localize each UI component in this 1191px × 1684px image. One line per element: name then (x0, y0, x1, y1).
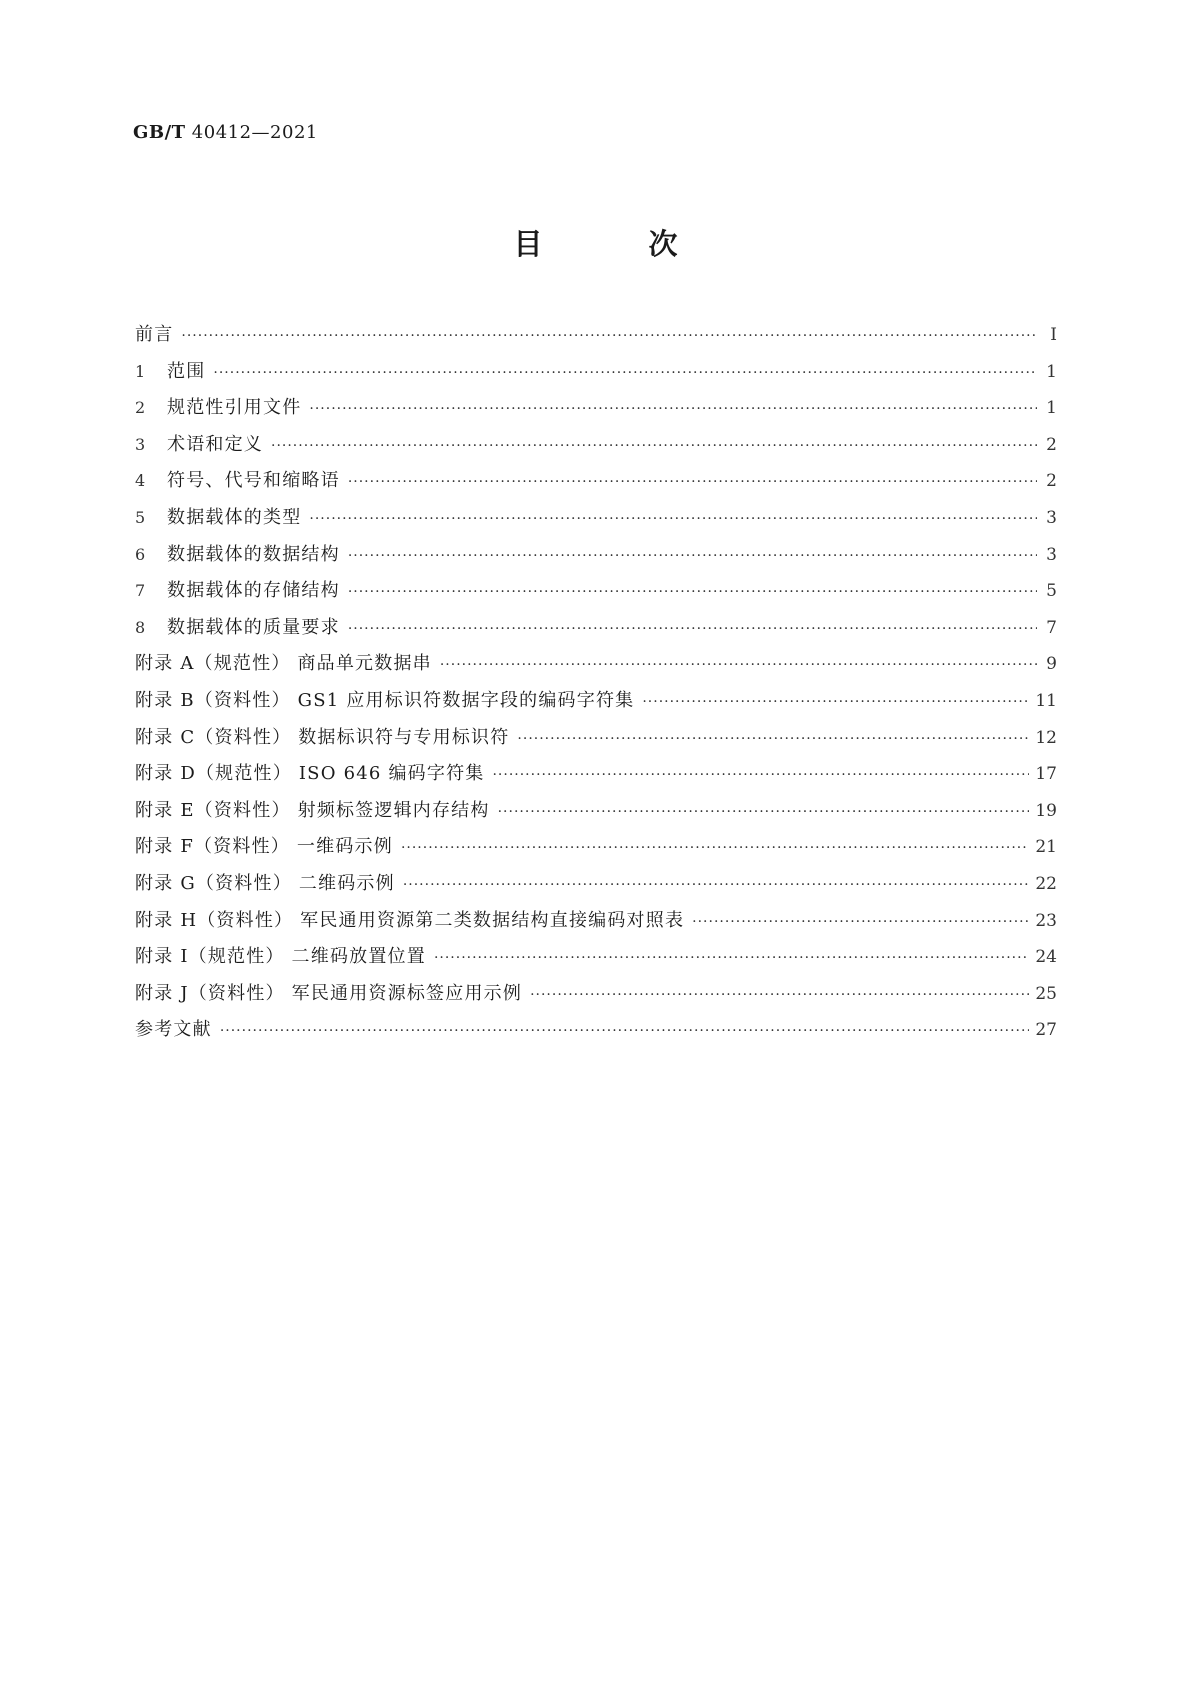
toc-entry-label: 附录 E（资料性） 射频标签逻辑内存结构 (135, 799, 490, 821)
toc-dot-leader (440, 653, 1037, 677)
toc-entry-number: 2 (135, 398, 146, 418)
toc-entry[interactable] (135, 909, 1057, 946)
toc-entry-number: 6 (135, 544, 146, 564)
toc-dot-leader (181, 324, 1037, 348)
toc-entry[interactable] (135, 506, 1057, 543)
toc-dot-leader (517, 727, 1029, 751)
toc-entry-page: 2 (1046, 471, 1057, 492)
toc-entry-label: 附录 F（资料性） 一维码示例 (135, 836, 393, 858)
toc-entry-label: 数据载体的质量要求 (167, 616, 340, 638)
toc-dot-leader (348, 580, 1037, 604)
toc-dot-leader (401, 836, 1029, 860)
toc-dot-leader (213, 361, 1037, 385)
toc-entry[interactable] (135, 945, 1057, 982)
toc-entry-page: 24 (1035, 947, 1057, 968)
toc-entry-number: 4 (135, 471, 146, 491)
toc-entry-label: 附录 H（资料性） 军民通用资源第二类数据结构直接编码对照表 (135, 909, 685, 931)
toc-entry-number: 8 (135, 617, 146, 637)
toc-dot-leader (530, 983, 1029, 1007)
toc-dot-leader (348, 470, 1037, 494)
toc-entry-page: 3 (1046, 507, 1057, 528)
toc-entry-page: Ⅰ (1050, 325, 1057, 345)
toc-entry-page: 23 (1035, 910, 1057, 931)
toc-dot-leader (403, 873, 1030, 897)
toc-entry-label: 附录 C（资料性） 数据标识符与专用标识符 (135, 726, 510, 748)
toc-entry[interactable] (135, 762, 1057, 799)
toc-entry[interactable] (135, 360, 1057, 397)
toc-dot-leader (348, 617, 1037, 641)
toc-title: 目 次 (513, 227, 726, 261)
toc-entry-label: 附录 G（资料性） 二维码示例 (135, 872, 395, 894)
toc-dot-leader (692, 910, 1029, 934)
toc-dot-leader (642, 690, 1029, 714)
toc-entry-label: 附录 D（规范性） ISO 646 编码字符集 (135, 763, 485, 785)
toc-entry-label: 数据载体的数据结构 (167, 543, 340, 565)
toc-entry-label: 附录 A（规范性） 商品单元数据串 (135, 653, 432, 675)
toc-dot-leader (348, 544, 1037, 568)
toc-entry[interactable] (135, 579, 1057, 616)
toc-entry[interactable] (135, 323, 1057, 360)
toc-entry-label: 附录 B（资料性） GS1 应用标识符数据字段的编码字符集 (135, 689, 635, 711)
toc-entry-number: 3 (135, 434, 146, 454)
table-of-contents (135, 323, 1057, 1055)
document-code (133, 122, 318, 143)
toc-entry-label: 数据载体的类型 (167, 506, 302, 528)
toc-dot-leader (271, 434, 1037, 458)
toc-entry-label: 规范性引用文件 (167, 397, 302, 419)
toc-entry-page: 19 (1035, 800, 1057, 821)
toc-entry[interactable] (135, 1018, 1057, 1055)
toc-entry-label: 符号、代号和缩略语 (167, 470, 340, 492)
toc-dot-leader (309, 397, 1037, 421)
toc-entry[interactable] (135, 396, 1057, 433)
toc-dot-leader (498, 800, 1030, 824)
toc-entry-page: 3 (1046, 544, 1057, 565)
toc-entry-page: 17 (1035, 764, 1057, 785)
toc-entry-label: 附录 I（规范性） 二维码放置位置 (135, 946, 426, 968)
toc-entry-label: 术语和定义 (167, 433, 263, 455)
toc-entry[interactable] (135, 835, 1057, 872)
toc-dot-leader (434, 946, 1029, 970)
toc-dot-leader (492, 763, 1029, 787)
toc-dot-leader (220, 1019, 1030, 1043)
toc-entry-page: 9 (1046, 654, 1057, 675)
toc-entry-page: 22 (1035, 873, 1057, 894)
toc-entry-label: 范围 (167, 360, 206, 382)
toc-entry-page: 5 (1046, 581, 1057, 602)
toc-entry[interactable] (135, 469, 1057, 506)
toc-entry-page: 12 (1035, 727, 1057, 748)
toc-entry-page: 7 (1046, 617, 1057, 638)
toc-entry-label: 参考文献 (135, 1019, 212, 1041)
toc-entry[interactable] (135, 543, 1057, 580)
toc-entry-label: 数据载体的存储结构 (167, 580, 340, 602)
toc-entry[interactable] (135, 726, 1057, 763)
toc-entry[interactable] (135, 799, 1057, 836)
document-code-number: 40412—2021 (191, 122, 318, 143)
toc-entry-page: 2 (1046, 434, 1057, 455)
toc-entry[interactable] (135, 616, 1057, 653)
toc-entry-page: 1 (1046, 398, 1057, 419)
toc-entry[interactable] (135, 689, 1057, 726)
toc-entry-page: 27 (1035, 1020, 1057, 1041)
toc-entry-number: 7 (135, 581, 146, 601)
toc-entry-label: 前言 (135, 324, 174, 345)
toc-entry-number: 5 (135, 507, 146, 527)
toc-entry-page: 1 (1046, 361, 1057, 382)
toc-entry-page: 25 (1035, 983, 1057, 1004)
document-code-prefix: GB/T (133, 122, 186, 143)
toc-entry[interactable] (135, 652, 1057, 689)
toc-dot-leader (309, 507, 1037, 531)
toc-entry-label: 附录 J（资料性） 军民通用资源标签应用示例 (135, 982, 523, 1004)
toc-entry[interactable] (135, 982, 1057, 1019)
toc-entry-page: 21 (1035, 837, 1057, 858)
toc-entry-page: 11 (1035, 690, 1057, 711)
toc-entry[interactable] (135, 872, 1057, 909)
toc-entry[interactable] (135, 433, 1057, 470)
toc-entry-number: 1 (135, 361, 146, 381)
